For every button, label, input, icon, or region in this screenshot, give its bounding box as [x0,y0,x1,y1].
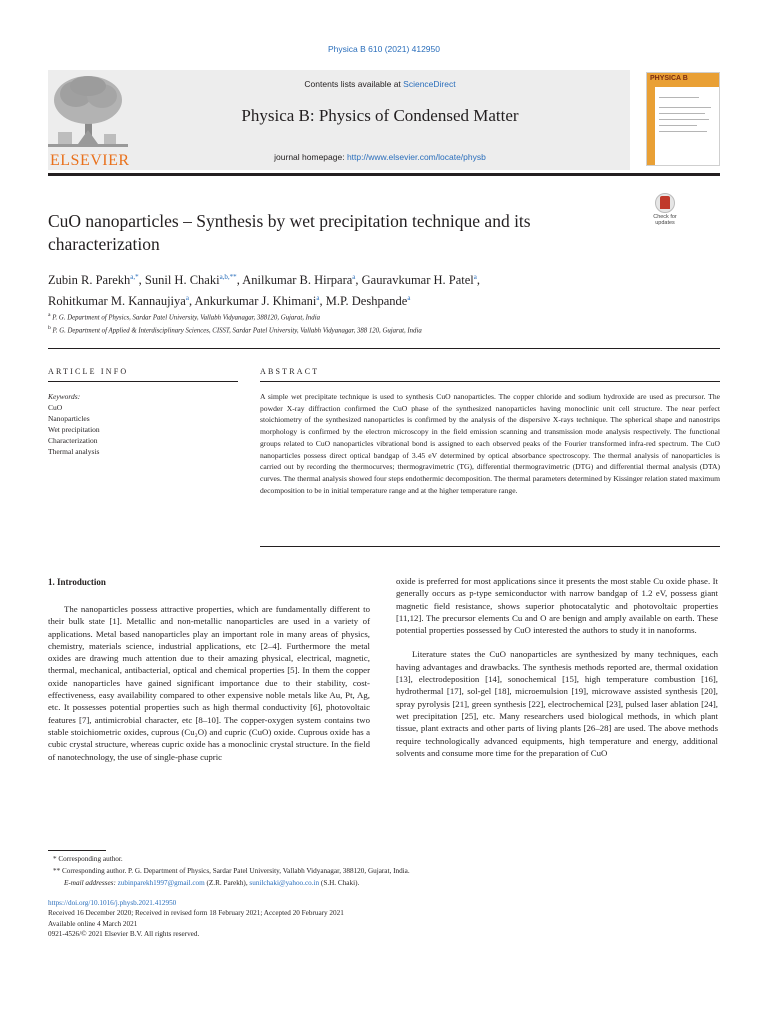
header-rule [48,173,720,176]
introduction-heading: 1. Introduction [48,577,106,587]
check-for-updates-badge[interactable] [646,193,684,233]
author-separator: , [138,273,145,288]
abstract-heading: ABSTRACT [260,367,320,376]
intro-paragraph: oxide is preferred for most applications since it presents the most stable Cu oxide phase. It generally occurs as p-type semiconductor with narrow bandgap of 1.2 eV, possess giant magnetic field resistance, shows superior photocatalytic and photovoltaic properties [11,12]. The precursor elements Cu and O are benign and amply available on earth. These potential properties possessed by CuO interested the authors to study it in nanoforms. [396,576,718,636]
author-affiliation-mark[interactable]: a,b,** [219,273,237,281]
author-separator: , [476,273,481,288]
author-affiliation-mark[interactable]: a [352,273,356,281]
author-name: Anilkumar B. Hirpara [242,273,353,288]
article-info-rule [48,381,238,382]
email-owner: (S.H. Chaki). [319,879,360,887]
footnote-1: * Corresponding author. [53,855,123,863]
elsevier-logo [48,72,130,169]
journal-cover-thumbnail[interactable] [646,72,720,166]
abstract-text: A simple wet precipitate technique is used to synthesis CuO nanoparticles. The copper chloride and sodium hydroxide are used as precursor. The powder X-ray diffraction confirmed the CuO phase of the synthesized nanoparticles having monoclinic unit cell structure. The near perfect stoichiometry of the synthesized nanoparticles is confirmed by the analysis of the dispersive X-rays technique. The spherical shape and nanostrips morphology is confirmed by the electron microscopy in the field emission scanning and transmission mode analysis respectively. The functional groups related to CuO nanoparticles vibrational bond is assigned to each observed peaks of the Fourier transformed infra-red spectrum. The CuO nanoparticles possess direct optical bandgap of 3.45 eV determined by optical absorbance spectroscopy. The thermal analysis of nanoparticles is carried out by recording the thermocurves; thermogravimetric (TG), differential thermogravimetric (DTG) and differential thermal analysis (DTA) curves. The thermal analysis showed four steps endothermic decomposition. The thermal parameters determined by Kissinger relation stated maximum decomposition to be in initial temperature range and at the higher temperature range. [260,392,720,495]
article-title: CuO nanoparticles – Synthesis by wet precipitation technique and its characterization [48,211,531,254]
footnote-2: ** Corresponding author. P. G. Department of Physics, Sardar Patel University, Vallabh Vidyanagar, 388120, Gujarat, India. [53,867,410,875]
doi-link[interactable]: https://doi.org/10.1016/j.physb.2021.412950 [48,899,177,907]
keyword: Nanoparticles [48,414,90,423]
author-name: Sunil H. Chaki [144,273,220,288]
body-left-column [48,603,370,763]
elsevier-tree-icon [48,72,128,150]
homepage-label: journal homepage: [274,152,347,162]
author-affiliation-mark[interactable]: a [185,294,189,303]
intro-paragraph: The nanoparticles possess attractive properties, which are fundamentally different to their bulk state [1]. Metallic and non-metallic nanoparticles are used in a variety of applications. Metal based nanoparticles play an important role in many areas of physics, chemistry, materials science, industrial applications, etc [2–4]. Furthermore the metal oxides are drawing much attention due to their amazing physical, electrical, magnetic, thermal, mechanical, antibacterial, optical and chemical properties [5]. In them the copper oxide nanoparticles have gained significant importance due to their stability, cost-effectiveness, easy availability compared to other expensive noble metals like Au, Pt, Ag, etc. It possesses potential properties such as high thermal conductivity [6], photovoltaic features [7], antimicrobial character, etc [8–10]. The copper-oxygen system contains two stable stoichiometric oxides, cuprous (Cu₂O) and cupric (CuO) oxide. Cuprous oxide has a cubic crystal structure, whereas cupric oxide has a monoclinic crystal structure. In the field of nanotechnology, the use of single-phase cupric [48,604,370,762]
contents-line [130,79,630,89]
section-rule [48,348,720,349]
homepage-link[interactable]: http://www.elsevier.com/locate/physb [346,152,486,162]
body-right-column [396,575,718,759]
keyword: CuO [48,403,63,412]
available-online: Available online 4 March 2021 [48,919,138,928]
footnote-rule [48,850,106,851]
author-separator: , [355,273,362,288]
abstract-rule [260,381,720,382]
keyword: Thermal analysis [48,447,100,456]
author-affiliation-mark[interactable]: a [316,294,320,303]
affiliation-b: $^b$ P. G. Department of Applied & Interdisciplinary Sciences, CISST, Sardar Patel University, Vallabh Vidyanagar, 388 120, Gujarat, India [48,325,422,335]
author-list [48,268,668,310]
author-separator: , [188,294,195,309]
keyword: Wet precipitation [48,425,100,434]
article-info-heading: ARTICLE INFO [48,367,129,376]
badge-text: Check for updates [653,214,677,226]
keywords-label: Keywords: [48,392,81,401]
intro-paragraph: Literature states the CuO nanoparticles are synthesized by many techniques, each having advantages and drawbacks. The synthesis methods reported are, thermal oxidation [13], electrodeposition [14], sonochemical [15], high temperature combustion [16], hydrothermal [17], sol-gel [18], microemulsion [19], microwave assisted synthesis [20], spray pyrolysis [21], green synthesis [22], electrochemical [23], pulsed laser ablation [24], wet precipitation [25], etc. Many researchers used biological methods, in which plant tissue, plant extracts and other parts of living plants [26–28] are used. The above methods require technologically advanced equipments, high temperature and energy, additional solvents and consume more time for the preparation of CuO [396,649,718,758]
abstract-bottom-rule [260,546,720,547]
email-label: E-mail addresses: [64,879,118,887]
journal-title: Physica B: Physics of Condensed Matter [241,106,519,125]
affiliations [48,310,668,337]
author-separator: , [319,294,326,309]
cover-label: PHYSICA B [650,75,688,82]
keywords-block [48,391,238,457]
author-affiliation-mark[interactable]: a,* [130,273,139,281]
keyword: Characterization [48,436,98,445]
email-addresses [48,877,718,889]
publisher-name: ELSEVIER [50,152,130,169]
affiliation-a: $^a$ P. G. Department of Physics, Sardar Patel University, Vallabh Vidyanagar, 388120, Gujarat, India [48,312,320,322]
journal-reference[interactable]: Physica B 610 (2021) 412950 [328,44,440,54]
author-line-2 [48,289,668,310]
bookmark-icon [660,196,670,209]
author-name: M.P. Deshpande [325,294,408,309]
publication-info [48,898,718,939]
journal-homepage [130,152,630,162]
contents-prefix: Contents lists available at [304,79,404,89]
author-name: Gauravkumar H. Patel [361,273,474,288]
copyright: 0921-4526/© 2021 Elsevier B.V. All rights reserved. [48,929,200,938]
author-line-1 [48,268,668,289]
email-owner: (Z.R. Parekh), [204,879,250,887]
author-affiliation-mark[interactable]: a [473,273,477,281]
email-link[interactable]: zubinparekh1997@gmail.com [117,879,205,887]
author-name: Rohitkumar M. Kannaujiya [48,294,186,309]
author-separator: , [236,273,243,288]
footnotes [48,853,718,889]
sciencedirect-link[interactable]: ScienceDirect [403,79,456,89]
author-name: Ankurkumar J. Khimani [194,294,317,309]
email-link[interactable]: sunilchaki@yahoo.co.in [249,879,320,887]
author-name: Zubin R. Parekh [48,273,131,288]
received-dates: Received 16 December 2020; Received in revised form 18 February 2021; Accepted 20 February 2021 [48,909,344,918]
author-affiliation-mark[interactable]: a [407,294,411,303]
